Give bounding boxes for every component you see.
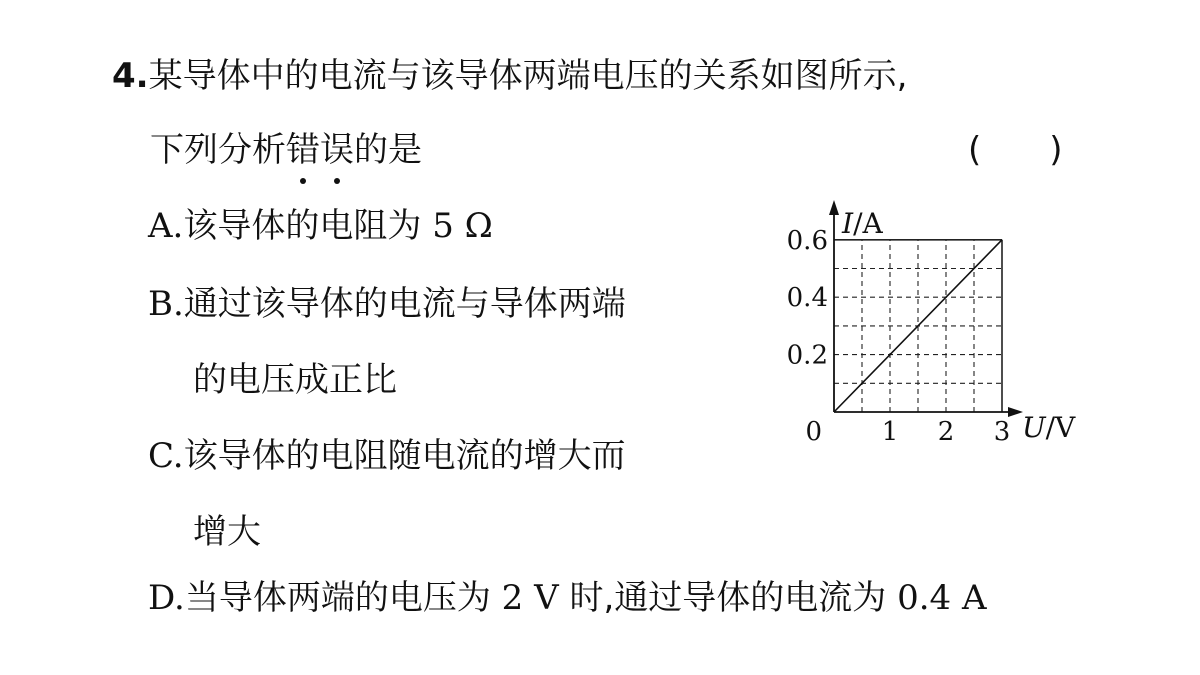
option-a-prefix: A. xyxy=(148,206,184,246)
y-tick-label: 0.4 xyxy=(786,283,828,314)
x-axis-variable: U xyxy=(1022,411,1046,444)
option-a xyxy=(148,206,493,246)
x-axis-label xyxy=(1022,411,1076,444)
option-d-text-2: 时,通过导体的电流为 xyxy=(569,578,887,618)
emphasis-char-1 xyxy=(286,130,320,170)
emphasis-char-2 xyxy=(320,130,354,170)
x-axis-unit: /V xyxy=(1045,411,1076,444)
emphasis-dot-icon xyxy=(334,178,340,184)
option-d xyxy=(148,578,987,618)
emphasis-char-1-text: 错 xyxy=(286,130,320,170)
y-tick-label: 0.2 xyxy=(786,340,828,371)
emphasis-char-2-text: 误 xyxy=(320,130,354,170)
question-stem-line-2 xyxy=(150,130,422,170)
question-stem-text-1: 某导体中的电流与该导体两端电压的关系如图所示, xyxy=(148,56,908,96)
y-tick-label: 0.6 xyxy=(786,225,828,256)
question-stem-text-3: 的是 xyxy=(354,130,422,170)
option-c-line-2: 增大 xyxy=(193,512,261,552)
x-tick-label: 1 xyxy=(881,417,899,447)
y-axis-unit: /A xyxy=(853,207,883,240)
option-a-text: 该导体的电阻为 xyxy=(183,206,422,246)
option-c-prefix: C. xyxy=(148,436,184,476)
emphasis-dot-icon xyxy=(300,178,306,184)
option-c-text-1: 该导体的电阻随电流的增大而 xyxy=(183,436,626,476)
answer-bracket: ( ) xyxy=(968,130,1063,170)
y-axis-label xyxy=(841,207,883,240)
option-d-prefix: D. xyxy=(148,578,185,618)
question-number: 4. xyxy=(112,56,149,96)
x-tick-label: 3 xyxy=(993,417,1011,447)
y-axis-arrow-icon xyxy=(829,200,839,215)
question-stem-line-1 xyxy=(112,56,907,96)
option-d-text-1: 当导体两端的电压为 xyxy=(184,578,491,618)
question-stem-text-2: 下列分析 xyxy=(150,130,286,170)
option-d-value-2: 0.4 A xyxy=(897,578,987,618)
option-b-line-2: 的电压成正比 xyxy=(193,360,397,400)
option-d-value-1: 2 V xyxy=(501,578,559,618)
x-tick-label: 2 xyxy=(937,417,955,447)
x-axis-arrow-icon xyxy=(1008,407,1023,417)
iu-chart xyxy=(770,195,1100,455)
option-b-text-1: 通过该导体的电流与导体两端 xyxy=(183,284,626,324)
option-b-line-1 xyxy=(148,284,626,324)
origin-label: 0 xyxy=(805,417,822,447)
option-a-value: 5 Ω xyxy=(432,206,493,246)
y-axis-variable: I xyxy=(842,207,854,240)
option-c-line-1 xyxy=(148,436,626,476)
option-b-prefix: B. xyxy=(148,284,184,324)
